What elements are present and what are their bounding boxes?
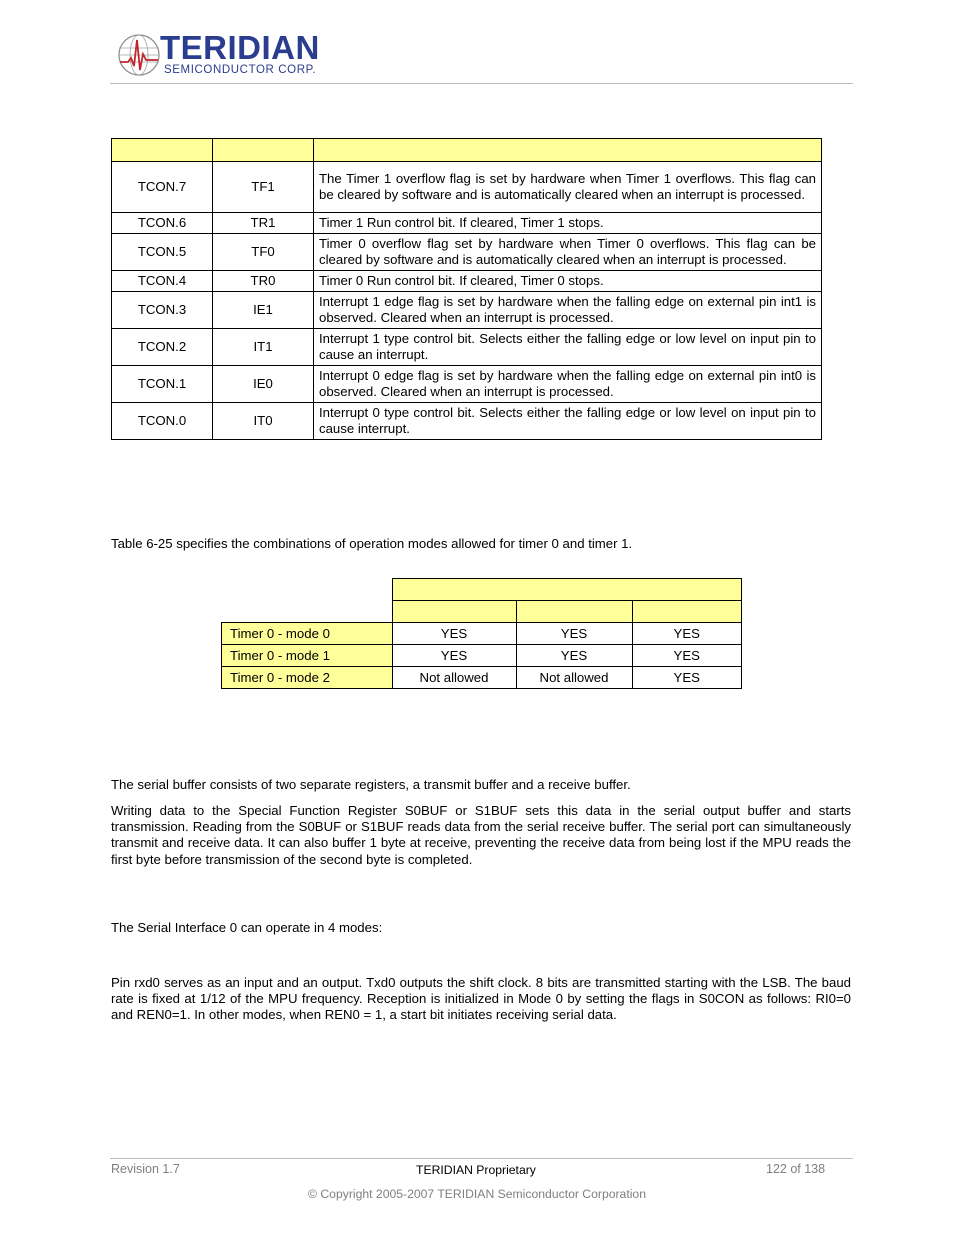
- footer-divider: [110, 1158, 853, 1159]
- description-cell: Timer 0 Run control bit. If cleared, Timer 0 stops.: [314, 271, 822, 292]
- description-cell: The Timer 1 overflow flag is set by hardware when Timer 1 overflows. This flag can be cleared by software and is automatically cleared when an interrupt is processed.: [314, 162, 822, 213]
- revision-label: Revision 1.7: [111, 1162, 180, 1176]
- header-cell-bit: [112, 139, 213, 162]
- table-row: [112, 292, 822, 329]
- table-header-row: [222, 601, 742, 623]
- table-row: [112, 234, 822, 271]
- bit-cell: TCON.1: [112, 366, 213, 403]
- bit-cell: TCON.2: [112, 329, 213, 366]
- description-cell: Interrupt 0 type control bit. Selects either the falling edge or low level on input pin to cause interrupt.: [314, 403, 822, 440]
- value-cell: Not allowed: [516, 667, 632, 689]
- copyright-notice: © Copyright 2005-2007 TERIDIAN Semiconductor Corporation: [308, 1187, 646, 1201]
- table-row: [112, 403, 822, 440]
- symbol-cell: TR1: [213, 213, 314, 234]
- row-label-cell: Timer 0 - mode 1: [222, 645, 393, 667]
- bit-cell: TCON.4: [112, 271, 213, 292]
- description-cell: Timer 1 Run control bit. If cleared, Timer 1 stops.: [314, 213, 822, 234]
- bit-cell: TCON.0: [112, 403, 213, 440]
- serial-buffer-detail-paragraph: Writing data to the Special Function Register S0BUF or S1BUF sets this data in the serial output buffer and starts transmission. Reading from the S0BUF or S1BUF reads data from the serial receive buffer. The serial port can simultaneously transmit and receive data. It can also buffer 1 byte at receive, preventing the receive data from being lost if the MPU reads the first byte before transmission of the second byte is completed.: [111, 803, 851, 867]
- value-cell: YES: [632, 623, 742, 645]
- table-header-row: [112, 139, 822, 162]
- value-cell: YES: [632, 645, 742, 667]
- serial-buffer-paragraph: The serial buffer consists of two separate registers, a transmit buffer and a receive buffer.: [111, 777, 631, 792]
- logo-subtitle: SEMICONDUCTOR CORP.: [164, 64, 317, 76]
- table-row: [112, 329, 822, 366]
- symbol-cell: IE0: [213, 366, 314, 403]
- value-cell: YES: [516, 623, 632, 645]
- symbol-cell: IE1: [213, 292, 314, 329]
- value-cell: YES: [632, 667, 742, 689]
- value-cell: YES: [516, 645, 632, 667]
- symbol-cell: IT0: [213, 403, 314, 440]
- table-row: [112, 271, 822, 292]
- description-cell: Interrupt 1 type control bit. Selects either the falling edge or low level on input pin to cause an interrupt.: [314, 329, 822, 366]
- header-cell-mode2: [632, 601, 742, 623]
- value-cell: YES: [392, 645, 516, 667]
- bit-cell: TCON.5: [112, 234, 213, 271]
- header-cell-mode0: [392, 601, 516, 623]
- empty-corner-cell: [222, 579, 393, 601]
- timer-mode-table: [221, 578, 742, 689]
- table-row: [222, 623, 742, 645]
- header-cell-mode1: [516, 601, 632, 623]
- header-cell-timer1: [392, 579, 742, 601]
- header-divider: [110, 83, 853, 84]
- value-cell: YES: [392, 623, 516, 645]
- bit-cell: TCON.7: [112, 162, 213, 213]
- header-cell-symbol: [213, 139, 314, 162]
- company-logo: [116, 30, 321, 80]
- value-cell: Not allowed: [392, 667, 516, 689]
- serial-modes-paragraph: The Serial Interface 0 can operate in 4 modes:: [111, 920, 383, 935]
- row-label-cell: Timer 0 - mode 2: [222, 667, 393, 689]
- description-cell: Interrupt 1 edge flag is set by hardware when the falling edge on external pin int1 is observed. Cleared when an interrupt is processed.: [314, 292, 822, 329]
- header-cell-function: [314, 139, 822, 162]
- logo-wordmark: TERIDIAN: [160, 29, 320, 66]
- bit-cell: TCON.3: [112, 292, 213, 329]
- table-row: [112, 162, 822, 213]
- symbol-cell: TF0: [213, 234, 314, 271]
- symbol-cell: TF1: [213, 162, 314, 213]
- timer-modes-paragraph: Table 6-25 specifies the combinations of operation modes allowed for timer 0 and timer 1.: [111, 536, 633, 551]
- table-row: [112, 366, 822, 403]
- row-label-cell: Timer 0 - mode 0: [222, 623, 393, 645]
- table-row: [112, 213, 822, 234]
- tcon-bit-table: [111, 138, 822, 440]
- logo-globe-icon: [116, 32, 162, 78]
- serial-mode0-paragraph: Pin rxd0 serves as an input and an output. Txd0 outputs the shift clock. 8 bits are transmitted starting with the LSB. The baud rate is fixed at 1/12 of the MPU frequency. Reception is initialized in Mode 0 by setting the flags in S0CON as follows: RI0=0 and REN0=1. In other modes, when REN0 = 1, a start bit initiates receiving serial data.: [111, 975, 851, 1023]
- symbol-cell: TR0: [213, 271, 314, 292]
- table-row: [222, 667, 742, 689]
- table-row: [222, 645, 742, 667]
- empty-corner-cell: [222, 601, 393, 623]
- symbol-cell: IT1: [213, 329, 314, 366]
- description-cell: Timer 0 overflow flag set by hardware when Timer 0 overflows. This flag can be cleared by software and is automatically cleared when an interrupt is processed.: [314, 234, 822, 271]
- proprietary-label: TERIDIAN Proprietary: [416, 1163, 536, 1177]
- bit-cell: TCON.6: [112, 213, 213, 234]
- table-header-row: [222, 579, 742, 601]
- description-cell: Interrupt 0 edge flag is set by hardware when the falling edge on external pin int0 is observed. Cleared when an interrupt is processed.: [314, 366, 822, 403]
- page-number: 122 of 138: [766, 1162, 826, 1176]
